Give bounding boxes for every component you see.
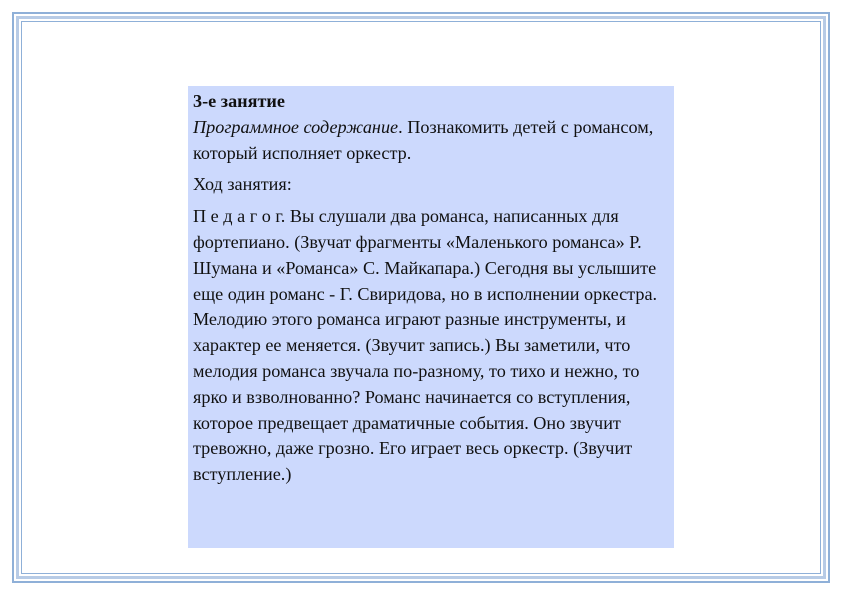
lesson-title: 3-е занятие bbox=[193, 91, 285, 111]
program-text: . Познакомить детей с романсом, который исполняет оркестр. bbox=[193, 116, 654, 163]
course-label: Ход занятия: bbox=[193, 174, 292, 195]
lesson-text-panel bbox=[188, 86, 674, 548]
teacher-label: П е д а г о г bbox=[193, 206, 281, 227]
program-paragraph bbox=[193, 115, 670, 167]
teacher-text: . Вы слушали два романса, написанных для фортепиано. (Звучат фрагменты «Маленького романса» Р. Шумана и «Романса» С. Майкапара.) Сегодня вы услышите еще один романс - Г. Свиридова, но в исполнении оркестра. Мелодию этого романса играют разные инструменты, и характер ее меняется. (Звучит запись.) Вы заметили, что мелодия романса звучала по-разному, то тихо и нежно, то ярко и взволнованно? Романс начинается со вступления, которое предвещает драматичные события. Оно звучит тревожно, даже грозно. Его играет весь оркестр. (Звучит вступление.) bbox=[193, 206, 658, 485]
program-label: Программное содержание bbox=[193, 116, 399, 137]
teacher-paragraph bbox=[193, 204, 670, 488]
